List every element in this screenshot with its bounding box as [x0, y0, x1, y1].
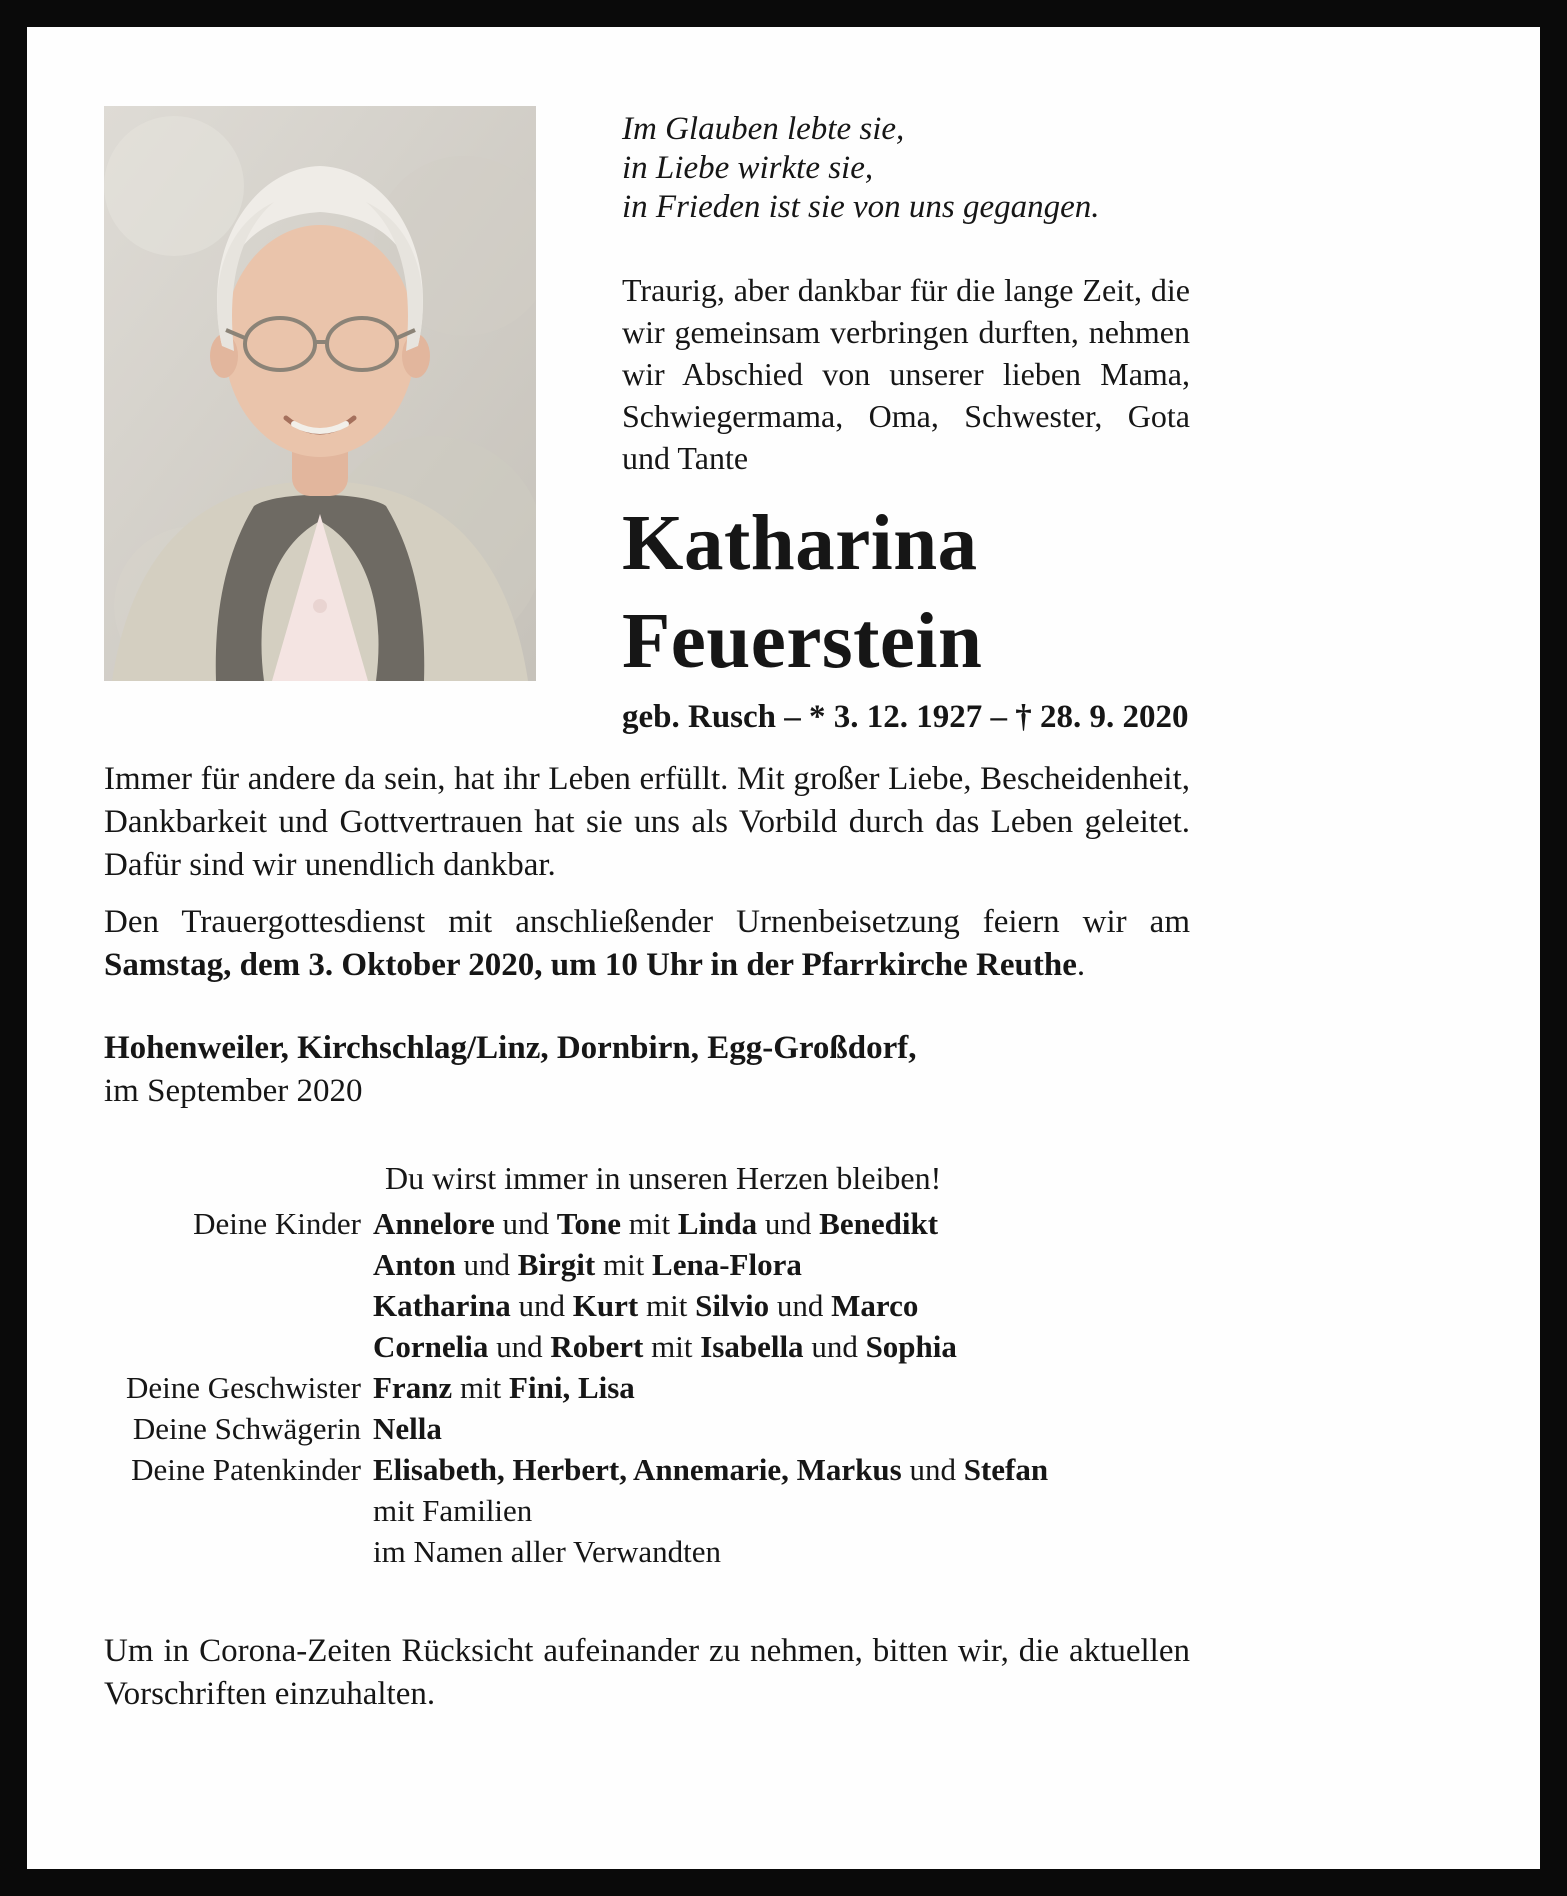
family-row	[104, 1203, 1190, 1367]
epigraph-line: in Frieden ist sie von uns gegangen.	[622, 189, 1100, 225]
places-date: im September 2020	[104, 1073, 363, 1109]
family-row	[104, 1449, 1190, 1572]
deceased-last-name: Feuerstein	[622, 598, 983, 685]
corona-note: Um in Corona-Zeiten Rücksicht aufeinander zu nehmen, bitten wir, die aktuellen Vorschriften einzuhalten.	[104, 1633, 1190, 1712]
portrait-photo	[104, 106, 536, 681]
family-names-column	[373, 1449, 1190, 1572]
deceased-name	[622, 495, 1190, 691]
family-names-line: Nella	[373, 1411, 442, 1446]
epigraph-line: Im Glauben lebte sie,	[622, 111, 905, 147]
family-names-line: Cornelia und Robert mit Isabella und Sophia	[373, 1329, 957, 1364]
family-names-column	[373, 1203, 1190, 1367]
tribute-paragraph: Immer für andere da sein, hat ihr Leben erfüllt. Mit großer Liebe, Bescheidenheit, Dankbarkeit und Gottvertrauen hat sie uns als Vorbild durch das Leben geleitet. Dafür sind wir unendlich dankbar.	[104, 761, 1190, 883]
family-relation-label: Deine Kinder	[193, 1206, 361, 1241]
family-row	[104, 1408, 1190, 1449]
family-names-line: Elisabeth, Herbert, Annemarie, Markus und Stefan	[373, 1452, 1049, 1487]
header-text-column	[622, 106, 1190, 736]
places-line: Hohenweiler, Kirchschlag/Linz, Dornbirn, Egg-Großdorf,	[104, 1030, 917, 1066]
epigraph-line: in Liebe wirkte sie,	[622, 150, 874, 186]
places-block	[104, 1027, 1190, 1113]
family-names-line: Franz mit Fini, Lisa	[373, 1370, 635, 1405]
family-relation-label: Deine Patenkinder	[131, 1452, 361, 1487]
portrait-photo-illustration	[104, 106, 536, 681]
family-names-column	[373, 1408, 1190, 1449]
family-relation-label: Deine Geschwister	[126, 1370, 361, 1405]
family-names-line: Annelore und Tone mit Linda und Benedikt	[373, 1206, 939, 1241]
family-row	[104, 1367, 1190, 1408]
family-relation-label: Deine Schwägerin	[132, 1411, 361, 1446]
obituary-content	[104, 106, 1190, 1716]
obituary-page	[27, 27, 1540, 1869]
family-names-line: Katharina und Kurt mit Silvio und Marco	[373, 1288, 919, 1323]
birth-death-dates: geb. Rusch – * 3. 12. 1927 – † 28. 9. 2020	[622, 699, 1189, 735]
farewell-line: Du wirst immer in unseren Herzen bleiben!	[385, 1160, 942, 1196]
family-names-line: im Namen aller Verwandten	[373, 1534, 722, 1569]
service-announcement: Den Trauergottesdienst mit anschließender Urnenbeisetzung feiern wir am Samstag, dem 3. Oktober 2020, um 10 Uhr in der Pfarrkirche Reuthe.	[104, 904, 1190, 983]
farewell-intro: Traurig, aber dankbar für die lange Zeit, die wir gemeinsam verbringen durften, nehmen wir Abschied von unserer lieben Mama, Schwiegermama, Oma, Schwester, Gota und Tante	[622, 272, 1190, 476]
family-names-column	[373, 1367, 1190, 1408]
family-names-line: Anton und Birgit mit Lena-Flora	[373, 1247, 802, 1282]
family-list	[104, 1203, 1190, 1572]
deceased-first-name: Katharina	[622, 500, 978, 587]
header-section	[104, 106, 1190, 736]
epigraph	[622, 110, 1190, 227]
family-names-line: mit Familien	[373, 1493, 533, 1528]
